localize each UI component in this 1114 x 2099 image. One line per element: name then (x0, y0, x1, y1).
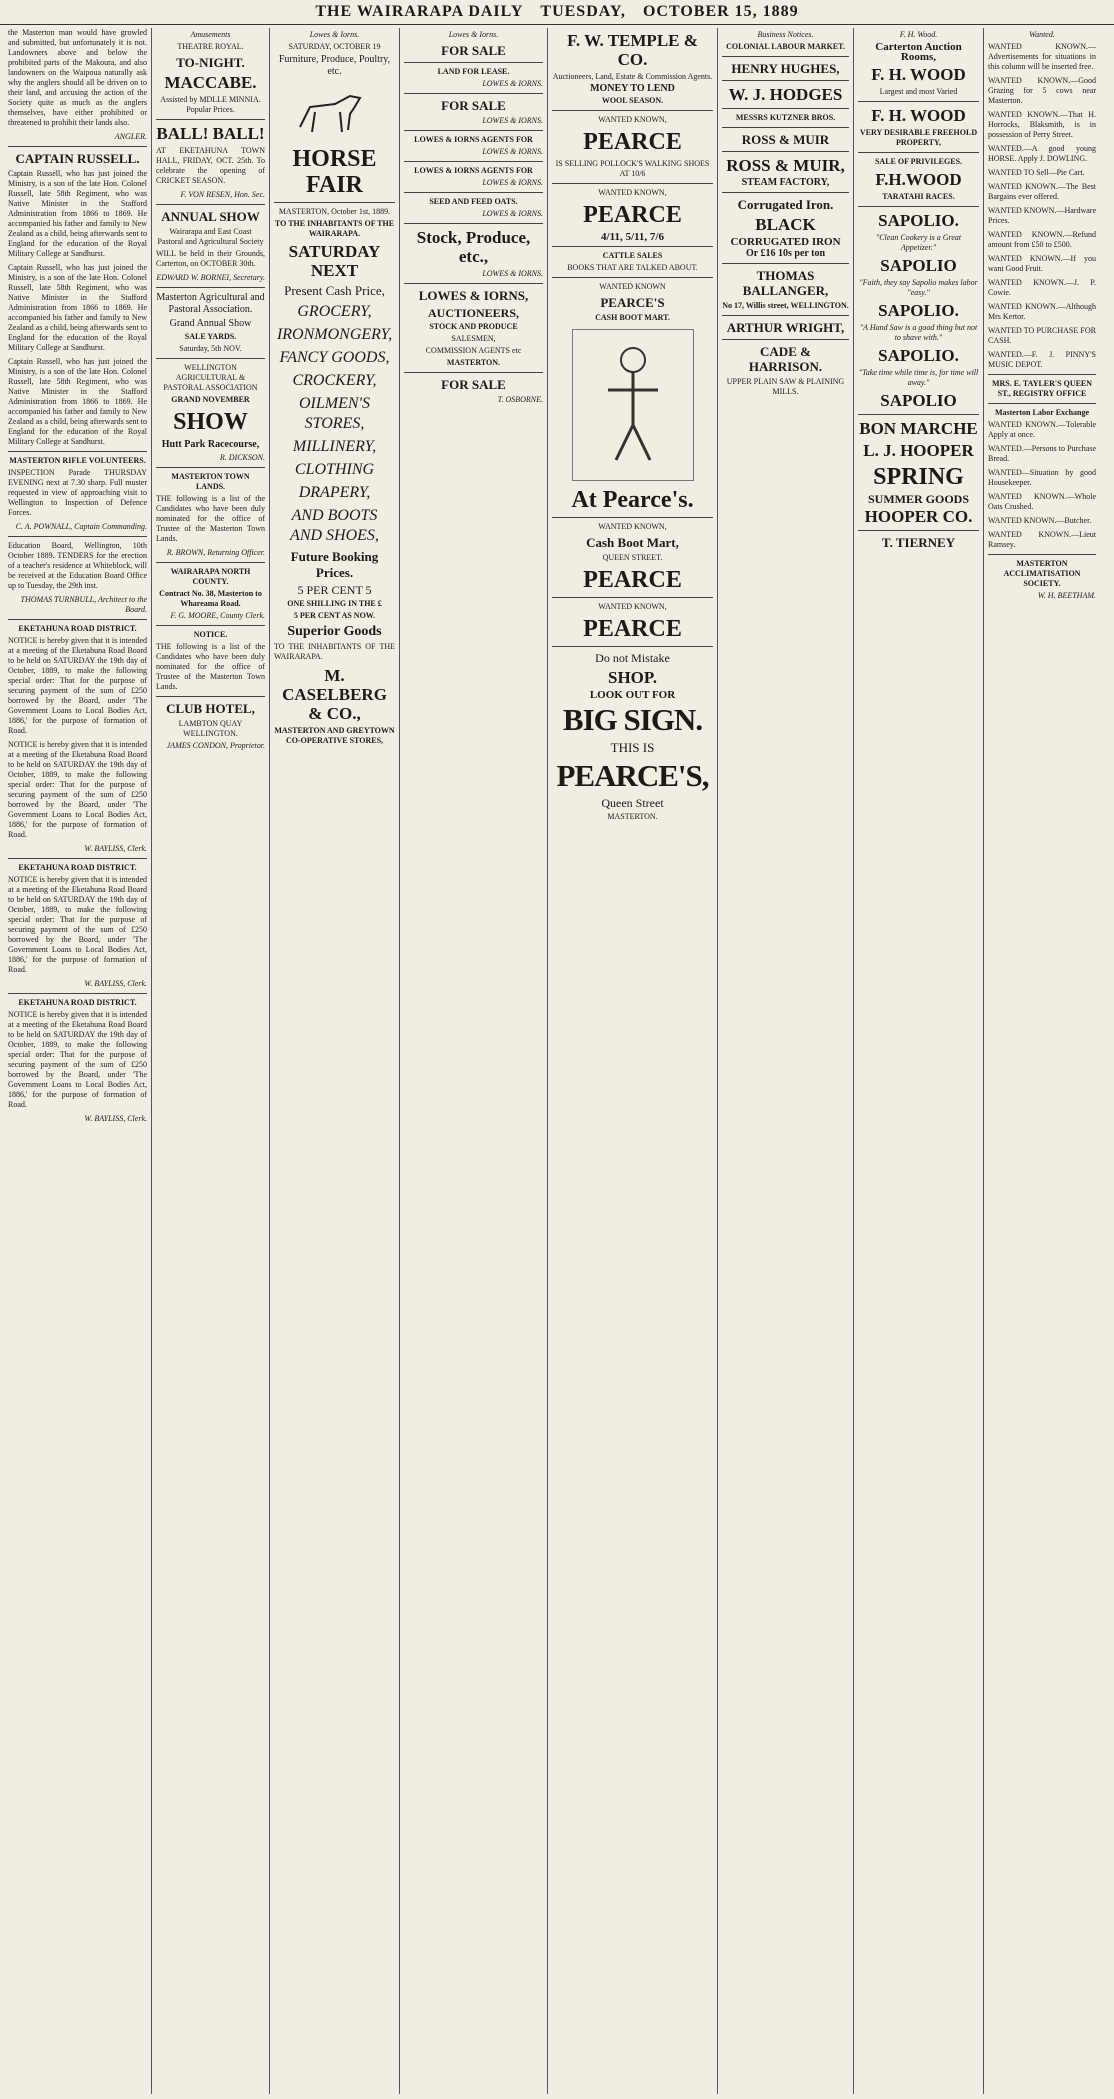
divider (722, 315, 849, 316)
lowes-title-2: Lowes & Iorns. (448, 30, 499, 39)
bootmaker-illustration (572, 329, 694, 481)
russell-text: Captain Russell, who has just joined the Ministry, is a son of the late Hon. Colonel Russell, late 58th Regiment, who was Native Minister in the Stafford Administration from 1866 to 1869. He accompanied his father and family to New Zealand as a child, being afterwards sent to England for the education of the Royal Military College at Sandhurst. (8, 169, 147, 258)
divider (722, 339, 849, 340)
books: BOOKS THAT ARE TALKED ABOUT. (567, 263, 698, 272)
divider (8, 993, 147, 994)
divider (858, 152, 979, 153)
russell-title: CAPTAIN RUSSELL. (15, 151, 140, 166)
wanted-item: WANTED KNOWN.—Good Grazing for 5 cows near Masterton. (988, 76, 1096, 105)
cade: CADE & HARRISON. (748, 344, 823, 374)
letter-sign: ANGLER. (114, 132, 147, 141)
cattle: CATTLE SALES (602, 251, 663, 260)
wanted-item: WANTED KNOWN.—The Best Bargains ever offered. (988, 182, 1096, 201)
shilling-ton: Or £16 10s per ton (745, 248, 826, 259)
five-pct: 5 PER CENT AS NOW. (293, 611, 376, 620)
wanted-item: WANTED KNOWN.—That H. Horrocks, Blaksmith, is in possession of Perry Street. (988, 110, 1096, 139)
goods-drapery: DRAPERY, (298, 484, 371, 501)
bon-marche: BON MARCHE (859, 419, 978, 438)
wanted-list-2 (988, 420, 1096, 550)
club-title: CLUB HOTEL, (166, 701, 255, 716)
divider (156, 358, 265, 359)
sat-next: SATURDAY NEXT (288, 242, 381, 280)
wanted-item: WANTED KNOWN.—Tolerable Apply at once. (988, 420, 1096, 439)
road-text-2: NOTICE is hereby given that it is intended at a meeting of the Eketahuna Road Board to be held on SATURDAY the 19th day of October, 1889, to make the following special order: That for the purpose of securing payment of the sum of £250 borrowed by the Board, under 'The Government Loans to Local Bodies Act, 1886,' for the purpose of formation of Road. (8, 740, 147, 839)
divider (858, 101, 979, 102)
masthead-date: OCTOBER 15, 1889 (642, 3, 799, 20)
divider (156, 562, 265, 563)
clean-cookery: "Clean Cookery is a Great Appetizer." (875, 233, 962, 252)
carterton: Carterton Auction Rooms, (875, 41, 962, 63)
goods-ironmongery: IRONMONGERY, (276, 326, 393, 343)
divider (8, 536, 147, 537)
divider (552, 646, 713, 647)
column-7 (854, 28, 984, 2094)
wanted-3: WANTED KNOWN (599, 282, 666, 291)
divider (722, 263, 849, 264)
divider (8, 858, 147, 859)
inhabitants: TO THE INHABITANTS OF THE WAIRARAPA. (274, 219, 395, 238)
divider (404, 372, 543, 373)
wood-1: F. H. WOOD (871, 65, 966, 84)
goods-fancy: FANCY GOODS, (279, 349, 390, 366)
horses-2: LOWES & IORNS AGENTS FOR (414, 166, 533, 175)
divider (404, 93, 543, 94)
beetham: W. H. BEETHAM. (1037, 591, 1096, 600)
maccabe: MACCABE. (164, 73, 257, 92)
cash-boot-2: Cash Boot Mart, (586, 535, 679, 550)
wanted-item: WANTED TO Sell—Pie Cart. (988, 168, 1085, 177)
salesmen: SALESMEN, (451, 334, 496, 343)
divider (404, 223, 543, 224)
temple-title: F. W. TEMPLE & CO. (567, 31, 698, 69)
furniture: Furniture, Produce, Poultry, etc. (278, 54, 391, 77)
letter-text: the Masterton man would have growled and submitted, but unfortunately it is not. Landowners above and below the prohibited parts of the Makoura, and also landowners on the Waipoua naturally ask why the anglers should all be driven on to their land, and accusing the action of the Society quite as much as the anglers themselves, have either prohibited or threatened to prohibit their lands also. (8, 28, 147, 127)
divider (156, 287, 265, 288)
column-6 (718, 28, 854, 2094)
wanted-5: WANTED KNOWN, (598, 602, 667, 611)
road-sign-3: W. BAYLISS, Clerk. (84, 1114, 147, 1123)
goods-millinery: MILLINERY, (292, 438, 377, 455)
goods-crockery: CROCKERY, (292, 372, 377, 389)
divider (8, 619, 147, 620)
road-text: NOTICE is hereby given that it is intended at a meeting of the Eketahuna Road Board to be held on SATURDAY the 19th day of October, 1889, to make the following special order: That for the purpose of securing payment of the sum of £250 borrowed by the Board, under 'The Government Loans to Local Bodies Act, 1886,' for the purpose of formation of Road. (8, 636, 147, 735)
divider (722, 108, 849, 109)
ball-sign: F. VON RESEN, Hon. Sec. (180, 190, 265, 199)
wanted-item: WANTED KNOWN.—Butcher. (988, 516, 1092, 525)
hooper: L. J. HOOPER (863, 441, 974, 460)
do-not: Do not Mistake (595, 651, 670, 665)
contract-sign: F. G. MOORE, County Clerk. (170, 611, 265, 620)
queen-street: Queen Street (601, 796, 664, 810)
wanted-2: WANTED KNOWN, (598, 188, 667, 197)
tender-sign: THOMAS TURNBULL, Architect to the Board. (20, 595, 147, 614)
shop: SHOP. (608, 668, 657, 687)
masterton-agri: Masterton Agricultural and Pastoral Association. (156, 292, 265, 315)
lowes-title: Lowes & Iorns. (309, 30, 360, 39)
tierney: T. TIERNEY (881, 535, 956, 550)
hutt-park: Hutt Park Racecourse, (161, 439, 260, 450)
divider (858, 530, 979, 531)
wool-season: WOOL SEASON. (601, 96, 664, 105)
masthead (0, 0, 1114, 25)
pearces: PEARCE'S (600, 295, 665, 310)
lowes-sign-2: LOWES & IORNS. (482, 116, 543, 125)
horse-illustration (290, 82, 380, 142)
lands-title: MASTERTON TOWN LANDS. (171, 472, 250, 491)
sapolio-5: SAPOLIO (880, 391, 957, 410)
goods-oilmen: OILMEN'S STORES, (299, 395, 370, 432)
road-title: EKETAHUNA ROAD DISTRICT. (18, 624, 137, 633)
inhabitants-text: TO THE INHABITANTS OF THE WAIRARAPA. (274, 642, 395, 661)
show-title: ANNUAL SHOW (161, 209, 260, 224)
divider (552, 277, 713, 278)
lands-sign: R. BROWN, Returning Officer. (166, 548, 265, 557)
sapolio-4: SAPOLIO. (878, 346, 959, 365)
maccabe-sub: Assisted by MDLLE MINNIA. Popular Prices. (160, 95, 261, 114)
divider (156, 204, 265, 205)
column-8 (984, 28, 1100, 2094)
corrugated: Corrugated Iron. (737, 197, 834, 212)
acclimatisation: MASTERTON ACCLIMATISATION SOCIETY. (1003, 559, 1081, 588)
show-sub: Wairarapa and East Coast Pastoral and Agricultural Society (157, 227, 264, 246)
pearce-1: PEARCE (583, 129, 682, 155)
coop: MASTERTON AND GREYTOWN CO-OPERATIVE STORES, (274, 726, 395, 745)
divider (858, 414, 979, 415)
at-pearces: At Pearce's. (571, 487, 694, 513)
road-sign-2: W. BAYLISS, Clerk. (84, 979, 147, 988)
divider (722, 192, 849, 193)
hughes: HENRY HUGHES, (731, 61, 840, 76)
divider (988, 403, 1096, 404)
hort-title: WELLINGTON AGRICULTURAL & PASTORAL ASSOCIATION (163, 363, 258, 392)
lowes-auc: LOWES & IORNS, (418, 288, 529, 303)
divider (552, 517, 713, 518)
masthead-day: TUESDAY, (540, 3, 626, 20)
cade-sub: UPPER PLAIN SAW & PLAINING MILLS. (726, 377, 845, 396)
ross-muir: ROSS & MUIR (741, 132, 830, 147)
divider (156, 467, 265, 468)
wanted-item: WANTED.—Persons to Purchase Bread. (988, 444, 1096, 463)
divider (552, 183, 713, 184)
superior-goods: Superior Goods (287, 624, 382, 639)
horses: LOWES & IORNS AGENTS FOR (414, 135, 533, 144)
divider (552, 110, 713, 111)
tender-text: Education Board, Wellington, 10th October 1889. TENDERS for the erection of a teacher's residence at Whiteblock, will be received at the Education Board Office up to Tuesday, the 29th inst. (8, 541, 147, 590)
column-4 (400, 28, 548, 2094)
lands-text: THE following is a list of the Candidates who have been duly nominated for the office of Trustee of the Masterton Town Lands. (156, 494, 265, 543)
wanted-title: Wanted. (1029, 30, 1055, 39)
divider (722, 151, 849, 152)
rifle-sign: C. A. POWNALL, Captain Commanding. (15, 522, 147, 531)
wanted-item: WANTED—Situation by good Housekeeper. (988, 468, 1096, 487)
shilling: ONE SHILLING IN THE £ (287, 599, 382, 608)
wood-2: F. H. WOOD (871, 106, 966, 125)
masterton-line: MASTERTON, October 1st, 1889. (278, 207, 391, 216)
club-sign: JAMES CONDON, Proprietor. (166, 741, 265, 750)
wanted-item: WANTED KNOWN.—Hardware Prices. (988, 206, 1096, 225)
ballanger: THOMAS BALLANGER, (742, 268, 829, 298)
pollocks: IS SELLING POLLOCK'S WALKING SHOES AT 10/6 (555, 159, 710, 178)
wanted-item: WANTED KNOWN.—Although Mrs Kertor. (988, 302, 1096, 321)
divider (722, 80, 849, 81)
lowes-sign-6: LOWES & IORNS. (482, 269, 543, 278)
tayler: MRS. E. TAYLER'S QUEEN ST., REGISTRY OFFICE (991, 379, 1093, 398)
pearce-big: PEARCE (583, 567, 682, 593)
stock: Stock, Produce, etc., (416, 228, 531, 266)
take-time: "Take time while time is, for time will away." (858, 368, 979, 387)
goods-grocery: GROCERY, (297, 303, 372, 320)
wanted-item: WANTED TO PURCHASE FOR CASH. (988, 326, 1096, 345)
divider (722, 127, 849, 128)
wanted-4: WANTED KNOWN, (598, 522, 667, 531)
for-sale-3: FOR SALE (441, 377, 506, 392)
steam: STEAM FACTORY, (741, 177, 830, 188)
column-5 (548, 28, 718, 2094)
commission: COMMISSION AGENTS etc (425, 346, 522, 355)
goods-clothing: CLOTHING (294, 461, 375, 478)
road-text-4: NOTICE is hereby given that it is intended at a meeting of the Eketahuna Road Board to be held on SATURDAY the 19th day of October, 1889, to make the following special order: That for the purpose of securing payment of the sum of £250 borrowed by the Board, under 'The Government Loans to Local Bodies Act, 1886,' for the purpose of formation of Road. (8, 1010, 147, 1109)
grand-show: Grand Annual Show (169, 318, 252, 329)
wood-large: Largest and most Varied (879, 87, 958, 96)
hand-saw: "A Hand Saw is a good thing but not to shave with." (859, 323, 978, 342)
lowes-sign-3: LOWES & IORNS. (482, 147, 543, 156)
tonight: TO-NIGHT. (176, 55, 245, 70)
this-is: THIS IS (610, 740, 655, 755)
show-big: SHOW (173, 409, 248, 435)
divider (404, 192, 543, 193)
lowes-sign-4: LOWES & IORNS. (482, 178, 543, 187)
divider (156, 625, 265, 626)
grand-november: GRAND NOVEMBER (171, 395, 250, 404)
wood-header: F. H. Wood. (899, 30, 938, 39)
stock-produce: STOCK AND PRODUCE (429, 322, 518, 331)
wood-3: F.H.WOOD (875, 170, 962, 189)
column-1 (4, 28, 152, 2094)
faith: "Faith, they say Sapolio makes labor "easy." (859, 278, 978, 297)
masterton: MASTERTON. (607, 812, 658, 821)
caselberg: M. CASELBERG & CO., (282, 666, 387, 723)
wanted-item: WANTED.—F. J. PINNY'S MUSIC DEPOT. (988, 350, 1096, 369)
present-cash: Present Cash Price, (284, 283, 385, 298)
willis: No 17, Willis street, WELLINGTON. (722, 301, 849, 310)
divider (156, 119, 265, 120)
osborne-sign: T. OSBORNE. (497, 395, 543, 404)
lowes-sign: LOWES & IORNS. (482, 79, 543, 88)
wanted-item: WANTED KNOWN.—Refund amount from £50 to £500. (988, 230, 1096, 249)
spring: SPRING (873, 464, 964, 490)
divider (404, 161, 543, 162)
business: Business Notices. (757, 30, 814, 39)
taratahi: TARATAHI RACES. (882, 192, 955, 201)
look-out: LOOK OUT FOR (589, 689, 676, 701)
road-title-3: EKETAHUNA ROAD DISTRICT. (18, 998, 137, 1007)
horse-fair: HORSE FAIR (292, 146, 377, 198)
corrugated-2: CORRUGATED IRON (730, 236, 841, 248)
wanted-item: WANTED KNOWN.—J. P. Cowie. (988, 278, 1096, 297)
divider (8, 451, 147, 452)
road-sign: W. BAYLISS, Clerk. (84, 844, 147, 853)
wanted-1: WANTED KNOWN, (598, 115, 667, 124)
divider (722, 56, 849, 57)
notice-title: NOTICE. (193, 630, 228, 639)
amusements-title: Amusements (190, 30, 231, 39)
divider (404, 62, 543, 63)
masterton: MASTERTON. (446, 358, 501, 367)
show-sign: EDWARD W. BORNEI, Secretary. (156, 273, 265, 282)
wanted-item: WANTED KNOWN.—Lieut Ramsey. (988, 530, 1096, 549)
percent: 5 PER CENT 5 (297, 583, 372, 597)
divider (988, 554, 1096, 555)
sapolio-1: SAPOLIO. (878, 211, 959, 230)
labour-exchange: Masterton Labor Exchange (994, 408, 1090, 417)
kutzner: MESSRS KUTZNER BROS. (735, 113, 836, 122)
cash-boot: CASH BOOT MART. (595, 313, 670, 322)
summer: SUMMER GOODS (867, 492, 969, 506)
wanted-item: WANTED.—A good young HORSE. Apply J. DOWLING. (988, 144, 1096, 163)
russell-text-2: Captain Russell, who has just joined the Ministry, is a son of the late Hon. Colonel Russell, late 58th Regiment, who was Native Minister in the Stafford Administration from 1866 to 1869. He accompanied his father and family to New Zealand as a child, being afterwards sent to England for the education of the Royal Military College at Sandhurst. (8, 263, 147, 352)
black: BLACK (755, 215, 816, 234)
future-prices: Future Booking Prices. (290, 549, 379, 580)
for-sale-2: FOR SALE (441, 98, 506, 113)
hutt-sign: R. DICKSON. (219, 453, 265, 462)
reed: SEED AND FEED OATS. (429, 197, 518, 206)
land-lease: LAND FOR LEASE. (437, 67, 510, 76)
auctioneers: AUCTIONEERS, (427, 306, 520, 320)
pearce-2: PEARCE (583, 202, 682, 228)
rifle-text: INSPECTION Parade THURSDAY EVENING next at 7.30 sharp. Full muster requested in view of approaching visit to Wellington to Inspection of Defence Forces. (8, 468, 147, 517)
wanted-item: WANTED KNOWN.—If you want Good Fruit. (988, 254, 1096, 273)
lowes-sign-5: LOWES & IORNS. (482, 209, 543, 218)
divider (858, 206, 979, 207)
ball: BALL! BALL! (156, 124, 265, 143)
road-text-3: NOTICE is hereby given that it is intended at a meeting of the Eketahuna Road Board to be held on SATURDAY the 19th day of October, 1889, to make the following special order: That for the purpose of securing payment of the sum of £250 borrowed by the Board, under 'The Government Loans to Local Bodies Act, 1886,' for the purpose of formation of Road. (8, 875, 147, 974)
for-sale: FOR SALE (441, 43, 506, 58)
wanted-item: WANTED KNOWN.—Whole Oats Crushed. (988, 492, 1096, 511)
russell-text-3: Captain Russell, who has just joined the Ministry, is a son of the late Hon. Colonel Russell, late 58th Regiment, who was Native Minister in the Stafford Administration from 1866 to 1869. He accompanied his father and family to New Zealand as a child, being afterwards sent to England for the education of the Royal Military College at Sandhurst. (8, 357, 147, 446)
hodges: W. J. HODGES (728, 85, 843, 104)
divider (988, 374, 1096, 375)
sapolio-2: SAPOLIO (880, 256, 957, 275)
sat-date: SATURDAY, OCTOBER 19 (288, 42, 381, 51)
contract: Contract No. 38, Masterton to Whareama Road. (159, 589, 262, 608)
sale-date: Saturday, 5th NOV. (179, 344, 242, 353)
sale-priv: SALE OF PRIVILEGES. (874, 157, 963, 166)
column-2 (152, 28, 270, 2094)
labour: COLONIAL LABOUR MARKET. (726, 42, 845, 51)
goods-boots: AND BOOTS AND SHOES, (290, 507, 379, 544)
road-title-2: EKETAHUNA ROAD DISTRICT. (18, 863, 137, 872)
money: MONEY TO LEND (590, 83, 675, 94)
club-sub: LAMBTON QUAY WELLINGTON. (178, 719, 243, 738)
show-text: WILL be held in their Grounds, Carterton, on OCTOBER 30th. (156, 249, 265, 268)
freehold: VERY DESIRABLE FREEHOLD PROPERTY, (859, 128, 978, 147)
divider (274, 202, 395, 203)
rifle-title: MASTERTON RIFLE VOLUNTEERS. (9, 456, 146, 465)
temple-sub: Auctioneers, Land, Estate & Commission Agents. (552, 72, 713, 81)
divider (404, 130, 543, 131)
divider (404, 283, 543, 284)
wanted-item: WANTED KNOWN.—Advertisements for situations in this column will be inserted free. (988, 42, 1096, 71)
pearce-3: PEARCE (583, 616, 682, 642)
sizes: 4/11, 5/11, 7/6 (601, 231, 664, 243)
north-title: WAIRARAPA NORTH COUNTY. (170, 567, 251, 586)
column-3 (270, 28, 400, 2094)
wanted-list-1 (988, 42, 1096, 370)
sapolio-3: SAPOLIO. (878, 301, 959, 320)
big-sign: BIG SIGN. (562, 702, 703, 737)
ross-big: ROSS & MUIR, (726, 156, 845, 175)
divider (552, 246, 713, 247)
theatre: THEATRE ROYAL. (177, 42, 244, 51)
divider (8, 146, 147, 147)
pearces-final: PEARCE'S, (556, 758, 709, 793)
wright: ARTHUR WRIGHT, (726, 320, 845, 335)
masthead-title: THE WAIRARAPA DAILY (315, 3, 524, 20)
lands-text-2: THE following is a list of the Candidates who have been duly nominated for the office of Trustee of the Masterton Town Lands. (156, 642, 265, 691)
hooper-co: HOOPER CO. (864, 507, 973, 526)
sale-yards: SALE YARDS. (184, 332, 237, 341)
divider (156, 696, 265, 697)
queen: QUEEN STREET. (602, 553, 663, 562)
divider (552, 597, 713, 598)
ball-text: AT EKETAHUNA TOWN HALL, FRIDAY, OCT. 25th. To celebrate the opening of CRICKET SEASON. (156, 146, 265, 185)
columns (4, 28, 1110, 2094)
